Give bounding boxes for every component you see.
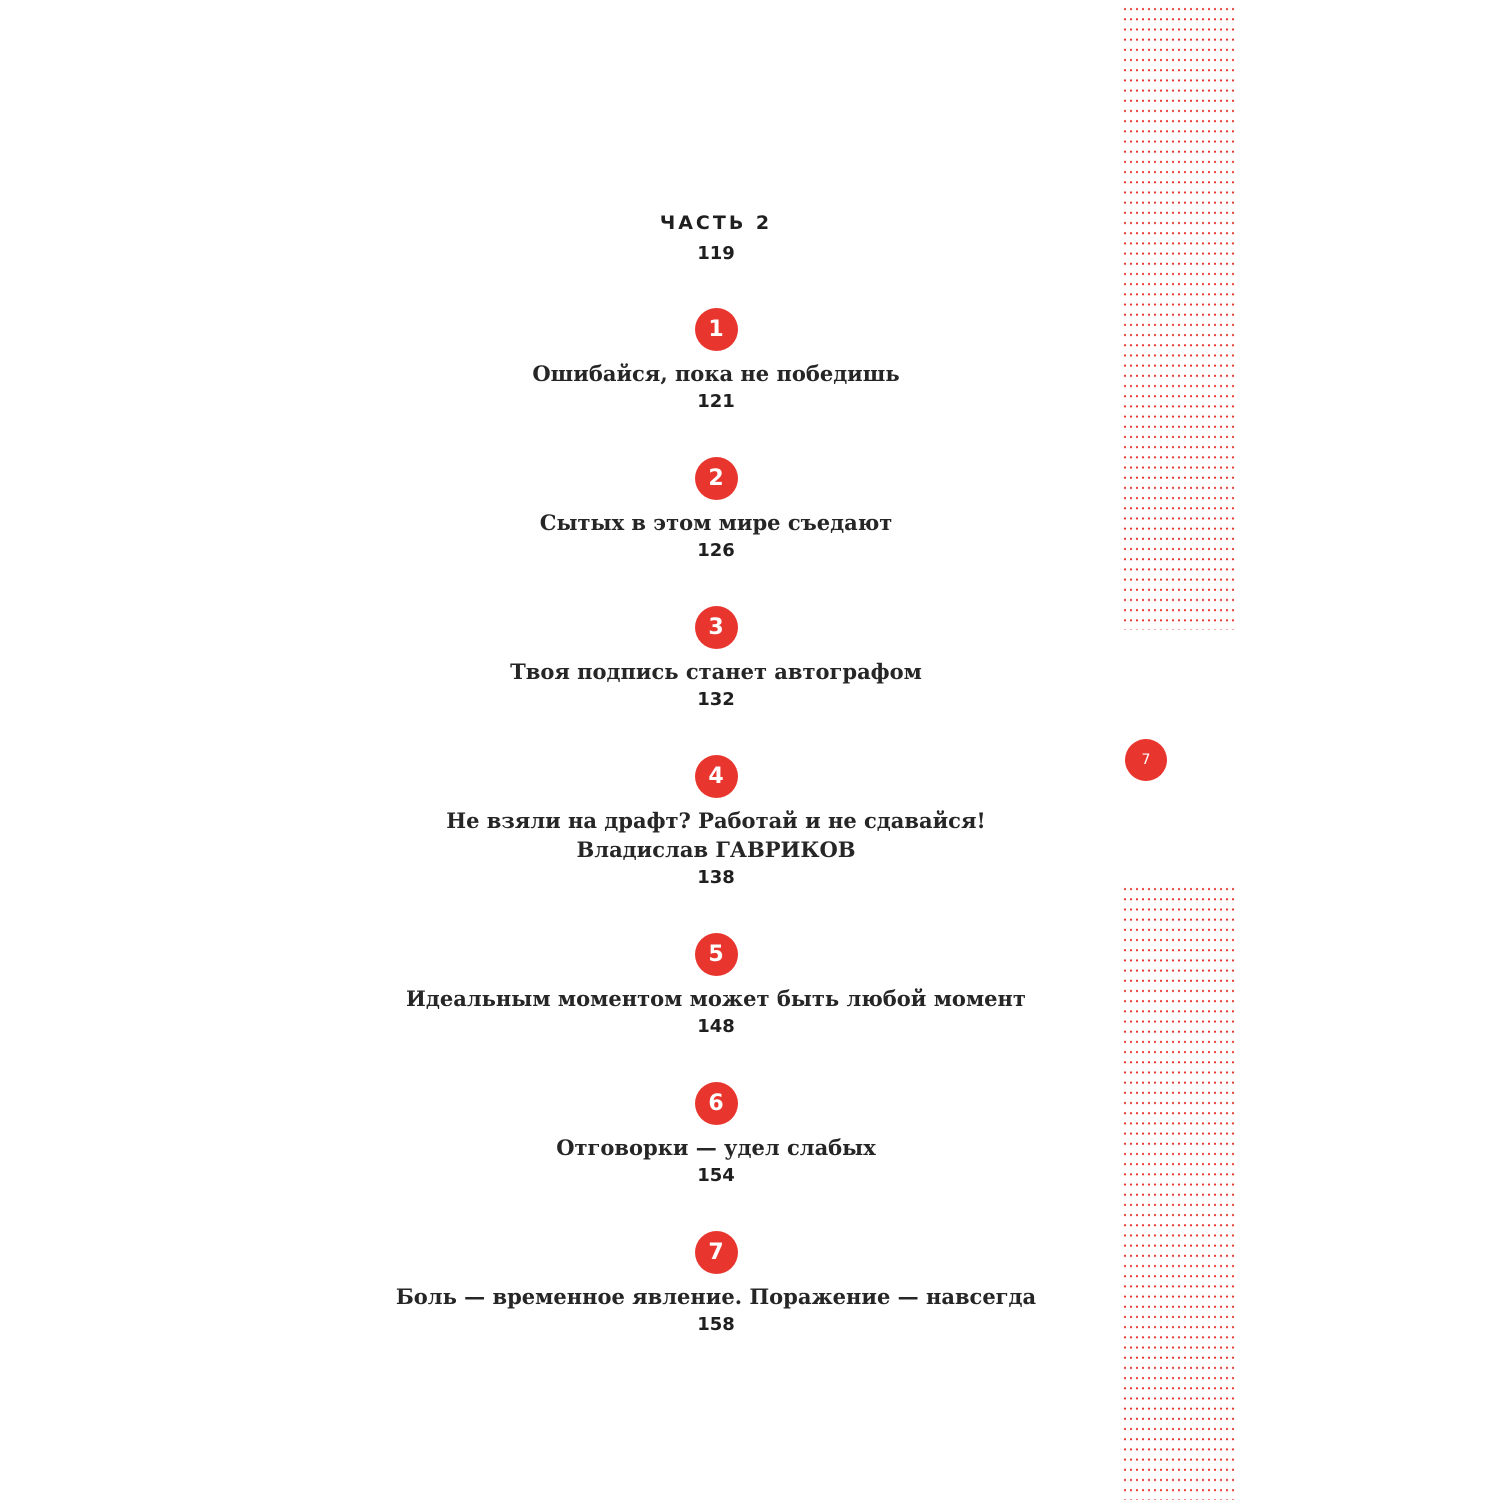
chapter-title: Боль — временное явление. Поражение — навсегда	[395, 1284, 1037, 1309]
chapter-number-badge: 6	[695, 1082, 738, 1125]
chapter-title: Твоя подпись станет автографом	[510, 659, 922, 684]
chapter-title: Сытых в этом мире съедают	[539, 510, 893, 535]
chapter-title: Идеальным моментом может быть любой момент	[406, 986, 1026, 1011]
chapter-number-badge: 4	[695, 755, 738, 798]
chapter-title: Не взяли на драфт? Работай и не сдавайся!	[446, 808, 986, 833]
chapter-page-number: 154	[697, 1165, 735, 1186]
chapter-page-number: 138	[697, 867, 735, 888]
chapter-page-number: 158	[697, 1314, 735, 1335]
chapter-page-number: 148	[697, 1016, 735, 1037]
chapter-number-badge: 5	[695, 933, 738, 976]
chapter-entry[interactable]	[266, 933, 1166, 1038]
chapter-entry[interactable]	[266, 1231, 1166, 1336]
chapter-entry[interactable]	[266, 1082, 1166, 1187]
chapter-page-number: 126	[697, 540, 735, 561]
chapter-author: Владислав ГАВРИКОВ	[576, 837, 856, 862]
chapter-title: Отговорки — удел слабых	[556, 1135, 876, 1160]
chapter-number-badge: 2	[695, 457, 738, 500]
chapter-entry[interactable]	[266, 308, 1166, 413]
chapter-page-number: 132	[697, 689, 735, 710]
chapter-page-number: 121	[697, 391, 735, 412]
chapter-title: Ошибайся, пока не победишь	[532, 361, 900, 386]
part-page-number: 119	[697, 243, 735, 264]
chapter-entry[interactable]	[266, 606, 1166, 711]
chapter-entry[interactable]	[266, 755, 1166, 889]
chapter-number-badge: 7	[695, 1231, 738, 1274]
page-number-badge: 7	[1125, 739, 1167, 781]
chapter-number-badge: 3	[695, 606, 738, 649]
chapter-number-badge: 1	[695, 308, 738, 351]
part-heading: ЧАСТЬ 2	[659, 212, 773, 234]
chapter-entry[interactable]	[266, 457, 1166, 562]
